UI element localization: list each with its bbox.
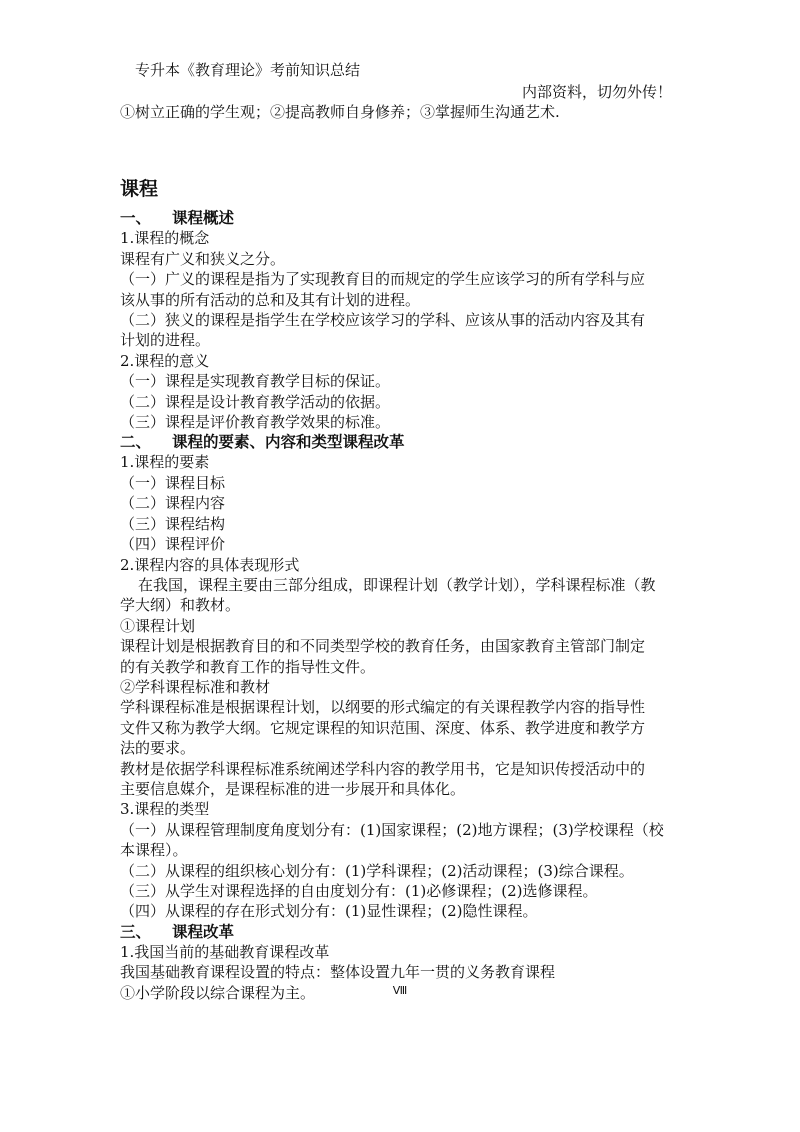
- text-line: （四）课程评价: [120, 535, 226, 554]
- text-line: ①课程计划: [120, 616, 196, 635]
- page-body: [120, 102, 690, 1003]
- text-line: 我国基础教育课程设置的特点：整体设置九年一贯的义务教育课程: [120, 963, 556, 982]
- page-number: Ⅷ: [392, 985, 408, 997]
- section-number: 三、: [120, 921, 152, 941]
- text-line: （一）广义的课程是指为了实现教育目的而规定的学生应该学习的所有学科与应: [120, 270, 646, 289]
- text-line: （四）从课程的存在形式划分有：(1)显性课程；(2)隐性课程。: [120, 902, 538, 921]
- text-line: （三）课程结构: [120, 514, 226, 533]
- text-line: ②学科课程标准和教材: [120, 677, 271, 696]
- intro-line: ①树立正确的学生观；②提高教师自身修养；③掌握师生沟通艺术.: [120, 103, 560, 121]
- text-line: 学科课程标准是根据课程计划，以纲要的形式编定的有关课程教学内容的指导性: [120, 698, 646, 717]
- section-number: 二、: [120, 432, 152, 452]
- text-line: （一）从课程管理制度角度划分有：(1)国家课程；(2)地方课程；(3)学校课程（校: [120, 820, 664, 839]
- text-line: （一）课程目标: [120, 473, 226, 492]
- text-line: 计划的进程。: [120, 331, 211, 350]
- text-line: 该从事的所有活动的总和及其有计划的进程。: [120, 290, 421, 309]
- text-line: 1.我国当前的基础教育课程改革: [120, 942, 330, 961]
- section-heading-3: [120, 922, 690, 942]
- text-line: 课程计划是根据教育目的和不同类型学校的教育任务，由国家教育主管部门制定: [120, 637, 646, 656]
- text-line: （二）狭义的课程是指学生在学校应该学习的学科、应该从事的活动内容及其有: [120, 311, 646, 330]
- text-line: （一）课程是实现教育教学目标的保证。: [120, 372, 391, 391]
- section-number: 一、: [120, 208, 152, 228]
- text-line: 2.课程内容的具体表现形式: [120, 555, 300, 574]
- text-line: 1.课程的概念: [120, 229, 210, 248]
- text-line: 文件又称为教学大纲。它规定课程的知识范围、深度、体系、教学进度和教学方: [120, 718, 646, 737]
- text-line: （三）课程是评价教育教学效果的标准。: [120, 413, 391, 432]
- section-heading-1: [120, 208, 690, 228]
- section-2-content: [120, 452, 690, 921]
- section-heading-2: [120, 432, 690, 452]
- text-line: 课程有广义和狭义之分。: [120, 249, 286, 268]
- chapter-title: 课程: [120, 178, 159, 201]
- section-title: 课程改革: [172, 921, 235, 941]
- document-header-title: 专升本《教育理论》考前知识总结: [135, 61, 361, 79]
- section-1-content: [120, 228, 690, 432]
- text-line: 的有关教学和教育工作的指导性文件。: [120, 657, 376, 676]
- text-line: 1.课程的要素: [120, 453, 210, 472]
- text-line: （二）课程是设计教育教学活动的依据。: [120, 392, 391, 411]
- text-line: ①小学阶段以综合课程为主。: [120, 983, 316, 1002]
- text-line: 教材是依据学科课程标准系统阐述学科内容的教学用书，它是知识传授活动中的: [120, 759, 646, 778]
- text-line: （三）从学生对课程选择的自由度划分有：(1)必修课程；(2)选修课程。: [120, 882, 598, 900]
- confidential-notice: 内部资料，切勿外传！: [521, 83, 672, 101]
- section-title: 课程概述: [172, 208, 235, 228]
- text-line: 法的要求。: [120, 739, 196, 758]
- section-title: 课程的要素、内容和类型课程改革: [172, 432, 405, 452]
- text-line: 本课程）。: [120, 841, 188, 860]
- text-line: （二）从课程的组织核心划分有：(1)学科课程；(2)活动课程；(3)综合课程。: [120, 861, 634, 880]
- text-line: 学大纲）和教材。: [120, 596, 241, 615]
- text-line: 2.课程的意义: [120, 351, 210, 370]
- text-line: 在我国，课程主要由三部分组成，即课程计划（教学计划），学科课程标准（教: [138, 575, 656, 594]
- text-line: （二）课程内容: [120, 494, 226, 513]
- text-line: 主要信息媒介，是课程标准的进一步展开和具体化。: [120, 779, 466, 798]
- text-line: 3.课程的类型: [120, 800, 210, 819]
